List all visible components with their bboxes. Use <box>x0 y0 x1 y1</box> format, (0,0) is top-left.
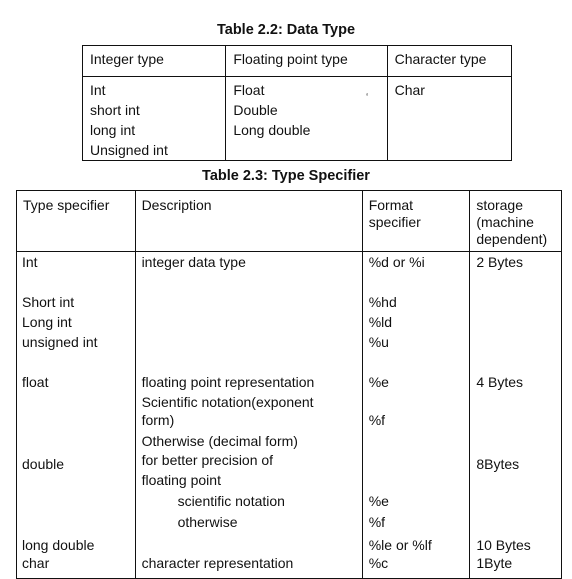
header-format-specifier <box>362 191 470 251</box>
list-item: Long int <box>22 314 72 330</box>
list-item: Long double <box>233 122 311 138</box>
list-item: %ld <box>368 314 393 330</box>
list-item: char <box>22 555 50 571</box>
header-character-type: Character type <box>387 46 511 76</box>
table-2-2-title: Table 2.2: Data Type <box>216 22 356 38</box>
list-item: for better precision of <box>141 452 274 468</box>
list-item: unsigned int <box>22 334 98 350</box>
header-text: Format <box>368 197 414 213</box>
list-item: form) <box>141 412 175 428</box>
list-item: Unsigned int <box>90 142 168 158</box>
description-cell <box>135 251 362 578</box>
list-item: short int <box>90 102 140 118</box>
data-type-table <box>82 45 512 161</box>
storage-cell <box>469 251 561 578</box>
type-specifier-table <box>16 190 562 579</box>
character-types-cell <box>387 76 511 160</box>
list-item: %le or %lf <box>368 537 432 553</box>
header-type-specifier <box>17 191 135 251</box>
header-floating-point-type: Floating point type <box>225 46 386 76</box>
list-item: scientific notation <box>177 493 285 509</box>
header-description <box>135 191 362 251</box>
list-item: %e <box>368 493 389 509</box>
list-item: double <box>22 456 65 472</box>
table-2-3-title: Table 2.3: Type Specifier <box>202 168 370 184</box>
list-item: Double <box>233 102 278 118</box>
list-item: long double <box>22 537 95 553</box>
list-item: 1Byte <box>476 555 513 571</box>
integer-types-cell <box>83 76 225 160</box>
header-text: Type specifier <box>23 197 110 213</box>
list-item: %d or %i <box>368 254 425 270</box>
list-item: %f <box>368 412 386 428</box>
table-header-row <box>17 191 561 251</box>
list-item: Char <box>394 82 425 98</box>
stray-mark: ‘ <box>366 92 369 103</box>
header-text: (machine <box>476 214 534 230</box>
table-header-row <box>83 46 511 76</box>
list-item: long int <box>90 122 136 138</box>
header-text: Description <box>141 197 212 213</box>
list-item: %c <box>368 555 389 571</box>
list-item: Short int <box>22 294 75 310</box>
list-item: %u <box>368 334 389 350</box>
list-item: %f <box>368 514 386 530</box>
list-item: 10 Bytes <box>476 537 531 553</box>
format-specifier-cell <box>362 251 470 578</box>
list-item: 2 Bytes <box>476 254 524 270</box>
list-item: 8Bytes <box>476 456 520 472</box>
header-text: specifier <box>368 214 421 230</box>
header-text: dependent) <box>476 231 548 247</box>
list-item: float <box>22 374 49 390</box>
list-item: character representation <box>141 555 294 571</box>
list-item: %hd <box>368 294 397 310</box>
list-item: floating point <box>141 472 221 488</box>
header-integer-type: Integer type <box>90 51 164 67</box>
header-storage <box>469 191 561 251</box>
table-row <box>17 251 561 578</box>
list-item: Otherwise (decimal form) <box>141 433 298 449</box>
floating-types-cell <box>225 76 386 160</box>
header-text: storage <box>476 197 524 213</box>
list-item: integer data type <box>141 254 246 270</box>
list-item: Scientific notation(exponent <box>141 394 314 410</box>
list-item: floating point representation <box>141 374 315 390</box>
list-item: Int <box>22 254 38 270</box>
type-specifier-cell <box>17 251 135 578</box>
list-item: otherwise <box>177 514 238 530</box>
list-item: 4 Bytes <box>476 374 524 390</box>
list-item: %e <box>368 374 389 390</box>
list-item: Int <box>90 82 106 98</box>
list-item: Float <box>233 82 265 98</box>
table-row <box>83 76 511 160</box>
